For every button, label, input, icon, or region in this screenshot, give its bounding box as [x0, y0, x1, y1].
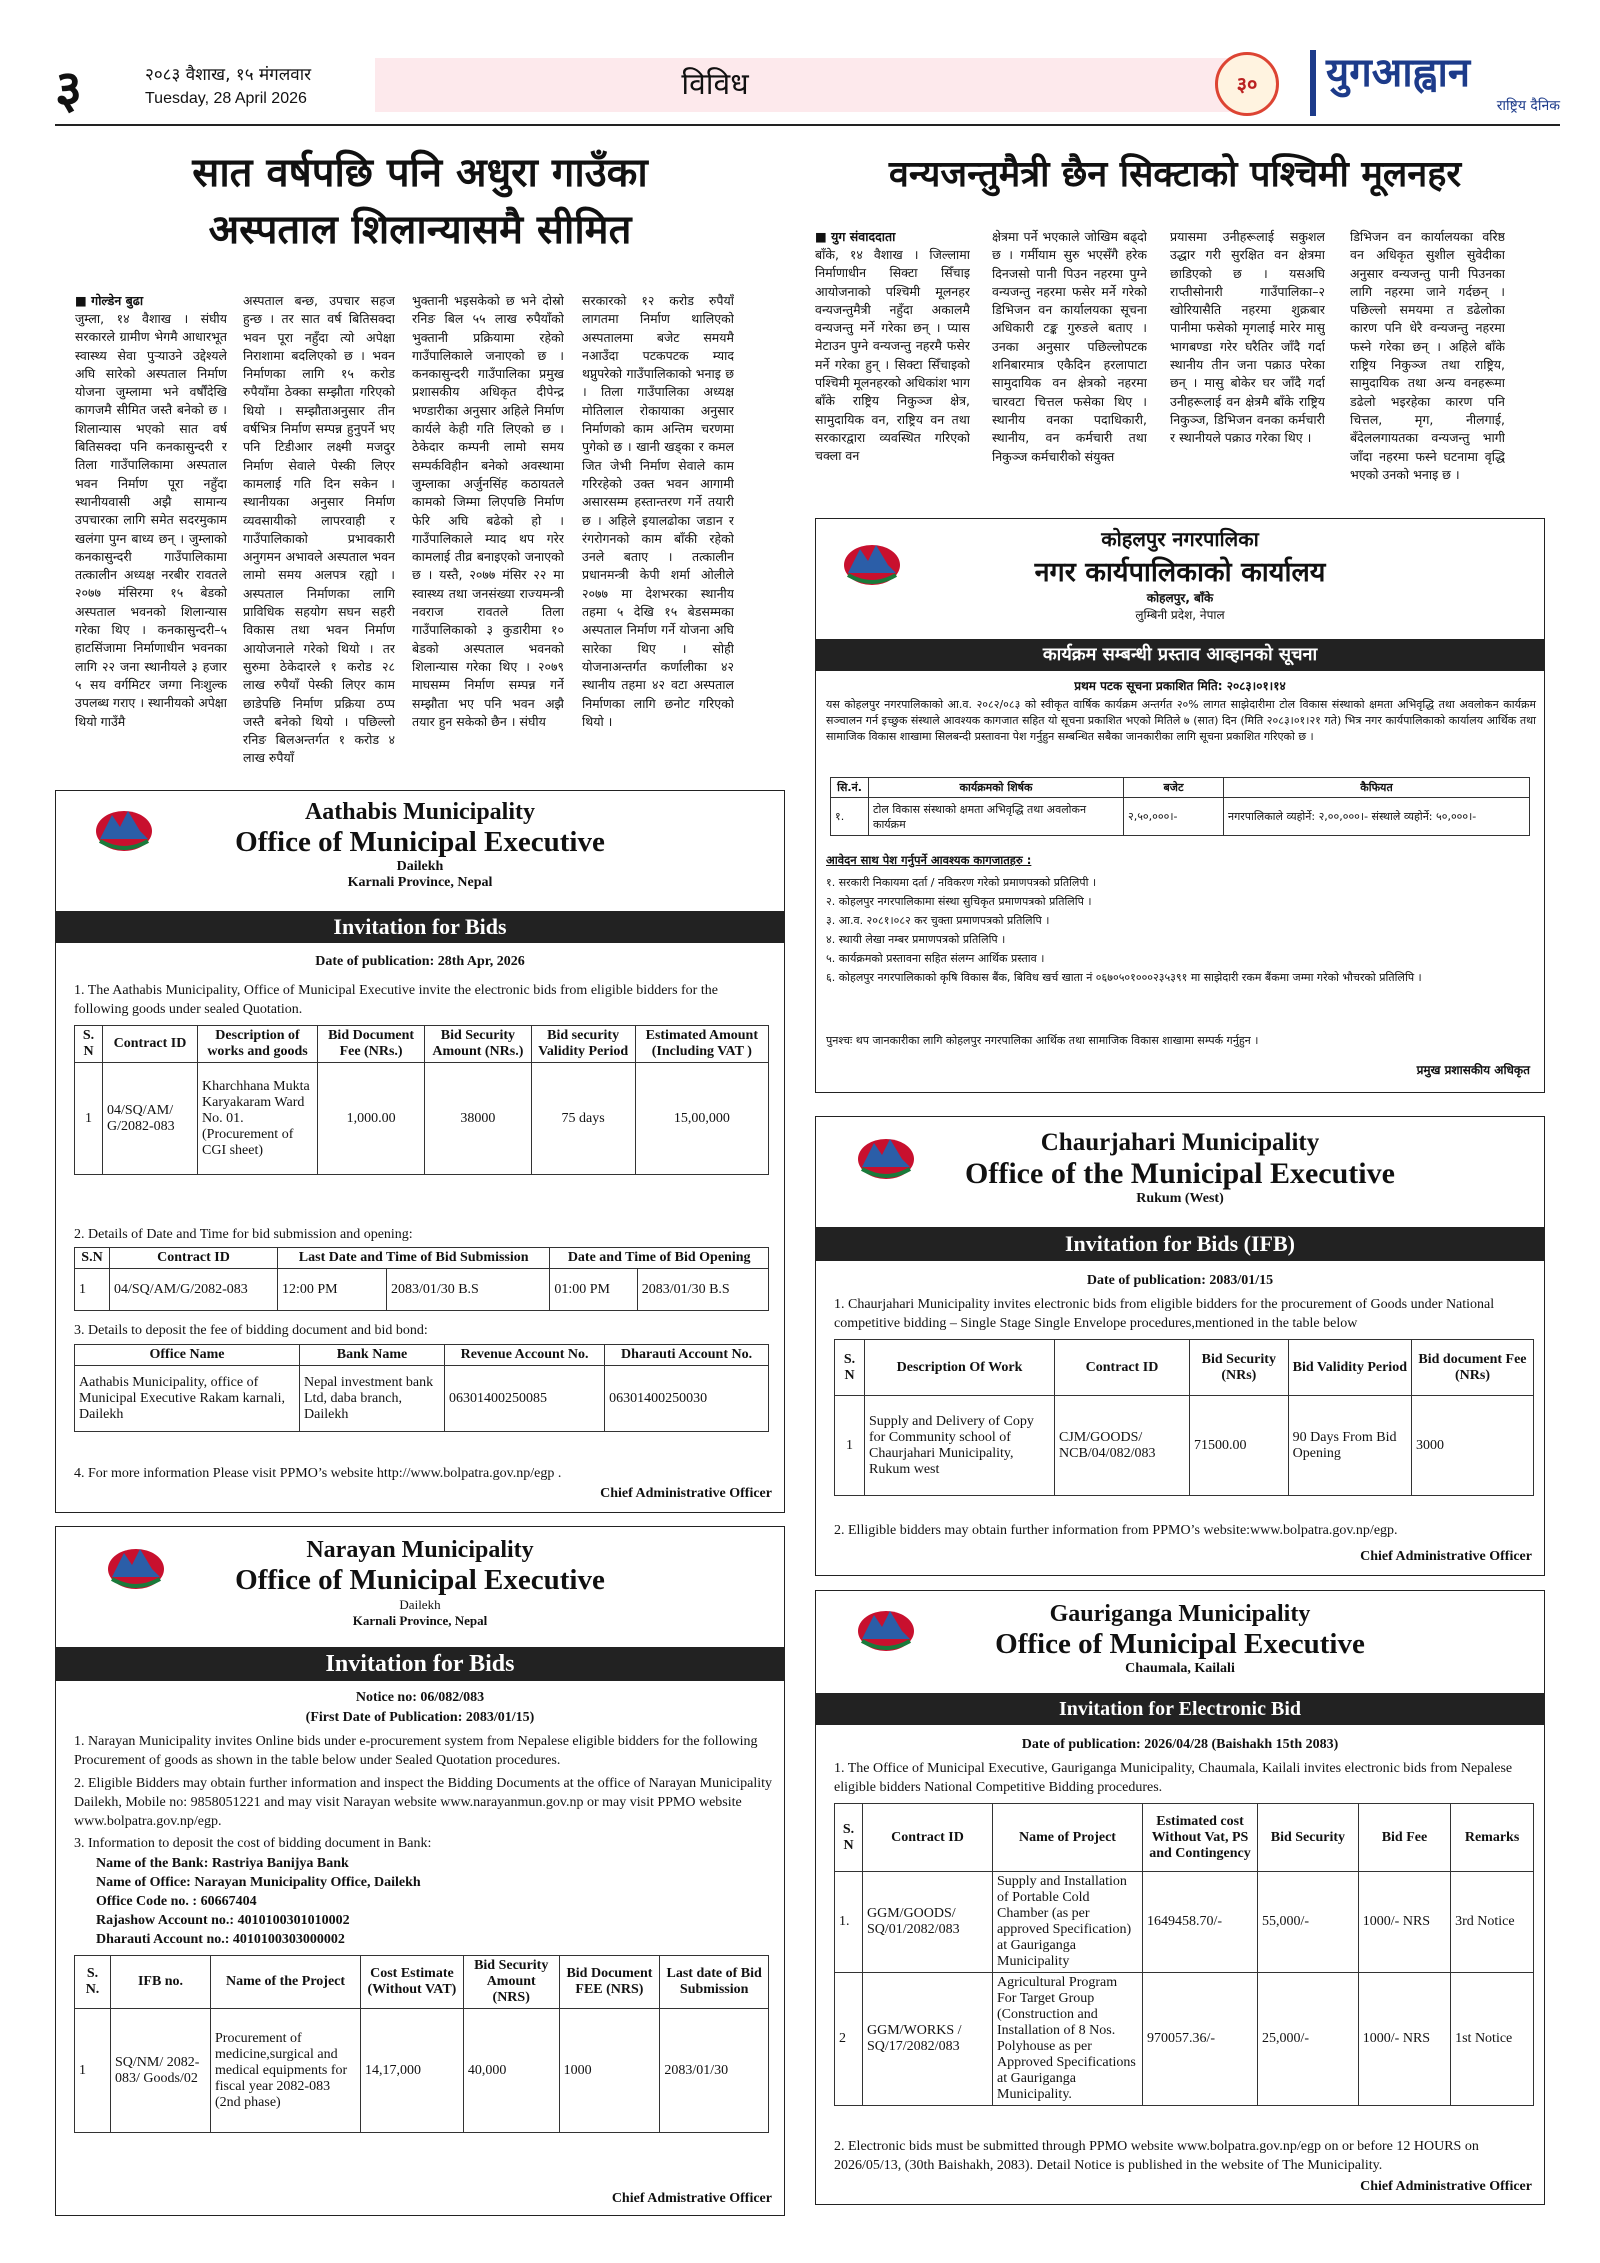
table-header: Last Date and Time of Bid Submission: [278, 1248, 550, 1269]
table-header: Contract ID: [110, 1248, 278, 1269]
table-header: बजेट: [1124, 778, 1224, 798]
list-item: २. कोहलपुर नगरपालिकामा संस्था सुचिकृत प्रमाणपत्रको प्रतिलिपि ।: [826, 895, 1092, 908]
table-row: [75, 1269, 769, 1311]
district: Rukum (West): [1136, 1191, 1224, 1206]
table-header: IFB no.: [111, 1956, 211, 2009]
office-name: Office of Municipal Executive: [995, 1628, 1365, 1660]
submission-table: [74, 1247, 769, 1311]
bank-details: [96, 1854, 756, 1949]
table-header: S. N: [835, 1804, 863, 1872]
story1-dateline: ■ गोल्डेन बुढा: [75, 293, 144, 308]
table-cell: 2: [835, 1973, 863, 2106]
notice-title: Invitation for Bids: [56, 1647, 784, 1681]
table-cell: 14,17,000: [361, 2009, 464, 2133]
district: Dailekh: [399, 1597, 441, 1612]
signatory: Chief Administrative Officer: [1360, 2179, 1532, 2194]
table-cell: 1: [75, 1269, 110, 1311]
table-cell: 01:00 PM: [550, 1269, 637, 1311]
table-cell: 15,00,000: [635, 1063, 768, 1175]
publication-date: Date of publication: 2026/04/28 (Baishakh 15th 2083): [1021, 1737, 1339, 1752]
paragraph-1: यस कोहलपुर नगरपालिकाको आ.व. २०८२/०८३ को स्वीकृत वार्षिक कार्यक्रम अन्तर्गत २०% लागत साझेदारीमा टोल विकास संस्थाको क्षमता अभिवृद्धि तथा अवलोकन कार्यक्रम सञ्चालन गर्न इच्छुक संस्थाले आवश्यक कागजात सहित यो सूचना प्रकाशित भएको मितिले ७ (सात) दिन (मिति २०८३।०१।२१ गते) भित्र नगर कार्यपालिकाको कार्यालय आर्थिक तथा सामाजिक विकास शाखामा सिलबन्दी प्रस्तावना पेश गर्नुहुन सम्बन्धित सबैका जानकारीका लागि सूचना प्रकाशित गरिएको छ ।: [826, 698, 1536, 743]
story1-headline-line1: सात वर्षपछि पनि अधुरा गाउँका: [192, 150, 648, 196]
table-header: Name of Project: [993, 1804, 1143, 1872]
district: Dailekh: [396, 859, 444, 874]
table-cell: २,५०,०००।-: [1124, 798, 1224, 836]
province: Karnali Province, Nepal: [352, 1613, 488, 1628]
table-cell: 1: [835, 1396, 865, 1496]
paragraph-1: 1. The Aathabis Municipality, Office of Municipal Executive invite the electronic bids from eligible bidders for the following goods under sealed Quotation.: [74, 983, 718, 1017]
table-header: Description of works and goods: [198, 1026, 318, 1063]
signatory: Chief Administrative Officer: [600, 1486, 772, 1501]
table-header: Description Of Work: [865, 1340, 1055, 1396]
table-cell: 06301400250030: [605, 1366, 769, 1432]
province: Karnali Province, Nepal: [347, 875, 493, 890]
page-number: ३: [55, 60, 83, 120]
municipality-name: Narayan Municipality: [306, 1537, 534, 1563]
publication-date: (First Date of Publication: 2083/01/15): [305, 1710, 535, 1725]
table-cell: Procurement of medicine,surgical and medical equipments for fiscal year 2082-083 (2nd phase): [211, 2009, 361, 2133]
office-of-bank: Name of Office: Narayan Municipality Office, Dailekh: [96, 1875, 421, 1890]
table-header: कार्यक्रमको शिर्षक: [869, 778, 1124, 798]
table-row: [75, 1063, 769, 1175]
table-cell: 3000: [1411, 1396, 1533, 1496]
table-cell: 1000: [559, 2009, 660, 2133]
table-cell: 970057.36/-: [1143, 1973, 1258, 2106]
bid-table: [834, 1803, 1534, 2106]
dharauti-account: Dharauti Account no.: 4010100303000002: [96, 1932, 345, 1947]
table-header: Name of the Project: [211, 1956, 361, 2009]
table-header: Office Name: [75, 1345, 300, 1366]
bid-table: [74, 1025, 769, 1175]
table-header: Bid Security Amount (NRs.): [425, 1026, 531, 1063]
table-header: Contract ID: [103, 1026, 198, 1063]
paragraph-2: 2. Elligible bidders may obtain further information from PPMO’s website:www.bolpatra.gov.np/egp.: [834, 1523, 1398, 1538]
municipality-name: Gauriganga Municipality: [1049, 1601, 1311, 1627]
deposit-table: [74, 1344, 769, 1432]
province: लुम्बिनी प्रदेश, नेपाल: [1135, 608, 1225, 622]
table-cell: Aathabis Municipality, office of Municipal Executive Rakam karnali, Dailekh: [75, 1366, 300, 1432]
notice-title: Invitation for Bids: [56, 911, 784, 943]
table-cell: टोल विकास संस्थाको क्षमता अभिवृद्धि तथा अवलोकन कार्यक्रम: [869, 798, 1124, 836]
table-cell: 55,000/-: [1258, 1872, 1359, 1973]
office-name: Office of Municipal Executive: [235, 1564, 605, 1596]
table-header: सि.नं.: [831, 778, 869, 798]
table-cell: 1.: [835, 1872, 863, 1973]
chaurjahari-notice: [815, 1116, 1545, 1576]
paragraph-2: 2. Details of Date and Time for bid submission and opening:: [74, 1227, 413, 1242]
table-cell: 1649458.70/-: [1143, 1872, 1258, 1973]
table-header: Bid Validity Period: [1288, 1340, 1411, 1396]
district: Chaumala, Kailali: [1125, 1661, 1235, 1676]
story1-column-1: जुम्ला, १४ वैशाख । संघीय सरकारले ग्रामीण भेगमै आधारभूत स्वास्थ्य सेवा पुऱ्याउने उद्देश्यले अघि सारेको अस्पताल निर्माण योजना जुम्लामा भने वर्षौंदेखि कागजमै सीमित जस्तै बनेको छ । शिलान्यास भएको सात वर्ष बितिसक्दा पनि कनकासुन्दरी र तिला गाउँपालिकामा अस्पताल भवन निर्माण पूरा नहुँदा स्थानीयवासी अझै सामान्य उपचारका लागि समेत सदरमुकाम खलंगा पुग्न बाध्य छन् । जुम्लाको कनकासुन्दरी गाउँपालिकामा तत्कालीन अध्यक्ष नरबीर रावतले २०७७ मंसिरमा १५ बेडको अस्पताल भवनको शिलान्यास गरेका थिए । कनकासुन्दरी–५ हाटसिंजामा निर्माणाधीन भवनका लागि २२ जना स्थानीयले ३ हजार ५ सय वर्गमिटर जग्गा निःशुल्क उपलब्ध गराए । स्थानीयको अपेक्षा थियो गाउँमै: [75, 311, 227, 729]
office-name: Office of Municipal Executive: [235, 826, 605, 858]
section-label: विविध: [681, 67, 749, 102]
table-cell: नगरपालिकाले व्यहोर्ने: २,००,०००।- संस्थाले व्यहोर्ने: ५०,०००।-: [1224, 798, 1530, 836]
table-row: [835, 1396, 1534, 1496]
bid-table: [834, 1339, 1534, 1496]
table-header: Contract ID: [863, 1804, 993, 1872]
table-header: Bid Security: [1258, 1804, 1359, 1872]
table-cell: 04/SQ/AM/ G/2082-083: [103, 1063, 198, 1175]
brand-tagline: राष्ट्रिय दैनिक: [1496, 98, 1560, 114]
table-cell: 75 days: [531, 1063, 635, 1175]
aathabis-notice: [55, 790, 785, 1513]
publication-date: प्रथम पटक सूचना प्रकाशित मिति: २०८३।०१।१४: [1074, 679, 1286, 693]
table-cell: 38000: [425, 1063, 531, 1175]
narayan-notice: [55, 1526, 785, 2216]
municipality-name: Chaurjahari Municipality: [1040, 1129, 1320, 1156]
table-header: Date and Time of Bid Opening: [550, 1248, 769, 1269]
table-cell: १.: [831, 798, 869, 836]
list-item: १. सरकारी निकायमा दर्ता / नविकरण गरेको प्रमाणपत्रको प्रतिलिपी ।: [826, 876, 1097, 889]
table-header: Remarks: [1451, 1804, 1534, 1872]
office-code: Office Code no. : 60667404: [96, 1894, 257, 1909]
table-cell: 1: [75, 2009, 111, 2133]
list-item: ६. कोहलपुर नगरपालिकाको कृषि विकास बैंक, बिविध खर्च खाता नं ०६७०५०१०००२३५३९१ मा साझेदारी रकम बैंकमा जम्मा गरेको भौचरको प्रतिलिपि ।: [826, 971, 1422, 984]
table-row: [75, 2009, 769, 2133]
table-row: [835, 1973, 1534, 2106]
program-table: [830, 777, 1530, 836]
table-cell: Supply and Delivery of Copy for Community school of Chaurjahari Municipality, Rukum west: [865, 1396, 1055, 1496]
paragraph-1: 1. The Office of Municipal Executive, Gauriganga Municipality, Chaumala, Kailali invites electronic bids from Nepalese eligible bidders National Competitive Bidding procedures.: [834, 1761, 1513, 1795]
table-cell: 04/SQ/AM/G/2082-083: [110, 1269, 278, 1311]
table-header: Bank Name: [300, 1345, 445, 1366]
municipality-name: कोहलपुर नगरपालिका: [1101, 527, 1259, 551]
story2-headline: वन्यजन्तुमैत्री छैन सिक्टाको पश्चिमी मूलनहर: [888, 154, 1462, 195]
table-cell: 1: [75, 1063, 103, 1175]
story1-headline-line2: अस्पताल शिलान्यासमै सीमित: [208, 207, 632, 253]
publication-date: Date of publication: 2083/01/15: [1086, 1273, 1274, 1288]
story2-column-2: क्षेत्रमा पर्ने भएकाले जोखिम बढ्दो छ । गर्मीयाम सुरु भएसँगै हरेक दिनजसो पानी पिउन नहरमा पुग्ने वन्यजन्तु नहरमा फसेर मर्ने गरेको डिभिजन वन कार्यालयका सूचना अधिकारी टङ्क गुरुङले बताए । उनका अनुसार पछिल्लोपटक शनिबारमात्र एकैदिन हरलापाटा सामुदायिक वन क्षेत्रको नहरमा चारवटा चित्तल फसेका थिए । स्थानीय वनका पदाधिकारी, स्थानीय, वन कर्मचारी तथा निकुञ्ज कर्मचारीको संयुक्त: [992, 229, 1147, 464]
table-header: Bid document Fee (NRs): [1411, 1340, 1533, 1396]
table-cell: 1st Notice: [1451, 1973, 1534, 2106]
table-cell: 2083/01/30 B.S: [637, 1269, 768, 1311]
rajashow-account: Rajashow Account no.: 4010100301010002: [96, 1913, 350, 1928]
anniversary-badge: ३०: [1215, 52, 1279, 116]
table-cell: 2083/01/30 B.S: [386, 1269, 549, 1311]
table-header: Estimated cost Without Vat, PS and Contingency: [1143, 1804, 1258, 1872]
signatory: Chief Admistrative Officer: [611, 2191, 772, 2206]
paragraph-4: 4. For more information Please visit PPMO’s website http://www.bolpatra.gov.np/egp .: [74, 1466, 562, 1481]
story2-dateline: ■ युग संवाददाता: [815, 229, 896, 244]
story1-column-2: अस्पताल बन्छ, उपचार सहज हुन्छ । तर सात वर्ष बितिसक्दा भवन पूरा नहुँदा त्यो अपेक्षा निराशामा बदलिएको छ । भवन निर्माणका लागि १५ करोड रुपैयाँमा ठेक्का सम्झौता गरिएको थियो । सम्झौताअनुसार तीन वर्षभित्र निर्माण सम्पन्न हुनुपर्ने भए पनि टिडीआर लक्ष्मी मजदुर निर्माण सेवाले पेस्की लिएर कामलाई गति दिन सकेन । स्थानीयका अनुसार निर्माण व्यवसायीको लापरवाही र गाउँपालिकाको प्रभावकारी अनुगमन अभावले अस्पताल भवन लामो समय अलपत्र रह्यो । अस्पताल निर्माणका लागि प्राविधिक सहयोग सघन सहरी विकास तथा भवन निर्माण आयोजनाले गरेको थियो । तर सुरुमा ठेकेदारले १ करोड २८ लाख रुपैयाँ पेस्की लिएर काम छाडेपछि निर्माण प्रक्रिया ठप्प जस्तै बनेको थियो । पछिल्लो रनिङ बिलअन्तर्गत १ करोड ४ लाख रुपैयाँ: [243, 293, 395, 766]
table-cell: 3rd Notice: [1451, 1872, 1534, 1973]
date-english: Tuesday, 28 April 2026: [145, 90, 307, 107]
office-name: Office of the Municipal Executive: [965, 1157, 1395, 1190]
story2-column-3: प्रयासमा उनीहरूलाई सकुशल उद्धार गरी सुरक्षित वन क्षेत्रमा छाडिएको छ । यसअघि राप्तीसोनारी गाउँपालिका–२ खोरियासैति नहरमा शुक्रबार पानीमा फसेको मृगलाई मारेर मासु भागबण्डा गरेर घरैतिर जाँदै गर्दा स्थानीय तीन जना पक्राउ परेका छन् । मासु बोकेर घर जाँदै गर्दा उनीहरूलाई वन क्षेत्रमै बाँके राष्ट्रिय निकुञ्ज, डिभिजन वनका कर्मचारी र स्थानीयले पक्राउ गरेका थिए ।: [1170, 229, 1325, 446]
notice-title: Invitation for Bids (IFB): [816, 1227, 1544, 1261]
notice-number: Notice no: 06/082/083: [355, 1690, 485, 1705]
municipality-name: Aathabis Municipality: [304, 799, 536, 825]
table-header: S. N.: [75, 1956, 111, 2009]
table-row: [831, 798, 1530, 836]
table-cell: Kharchhana Mukta Karyakaram Ward No. 01. (Procurement of CGI sheet): [198, 1063, 318, 1175]
brand-name: युगआह्वान: [1326, 50, 1471, 96]
district: कोहलपुर, बाँके: [1146, 591, 1214, 605]
table-cell: SQ/NM/ 2082-083/ Goods/02: [111, 2009, 211, 2133]
table-cell: GGM/WORKS / SQ/17/2082/083: [863, 1973, 993, 2106]
table-header: Last date of Bid Submission: [660, 1956, 769, 2009]
gauriganga-notice: [815, 1590, 1545, 2205]
table-cell: 71500.00: [1190, 1396, 1289, 1496]
table-cell: 1,000.00: [318, 1063, 425, 1175]
table-row: [75, 1366, 769, 1432]
bid-table: [74, 1955, 769, 2133]
list-item: ५. कार्यक्रमको प्रस्तावना सहित संलग्न आर्थिक प्रस्ताव ।: [826, 952, 1045, 965]
table-cell: 90 Days From Bid Opening: [1288, 1396, 1411, 1496]
table-header: S. N: [835, 1340, 865, 1396]
required-docs-title: आवेदन साथ पेश गर्नुपर्ने आवश्यक कागजातहरु :: [826, 853, 1032, 867]
table-cell: Nepal investment bank Ltd, daba branch, Dailekh: [300, 1366, 445, 1432]
table-header: Estimated Amount (Including VAT ): [635, 1026, 768, 1063]
story2-column-4: डिभिजन वन कार्यालयका वरिष्ठ वन अधिकृत सुशील सुवेदीका अनुसार वन्यजन्तु पानी पिउनका लागि नहरमा जाने गर्दछन् । पछिल्लो समयमा त डढेलोका कारण पनि धेरै वन्यजन्तु नहरमा फस्ने गरेका छन् । अहिले बाँके राष्ट्रिय निकुञ्ज तथा राष्ट्रिय, सामुदायिक तथा अन्य वनहरूमा डढेलो भइरहेका कारण पनि चित्तल, मृग, नीलगाई, बँदेललगायतका वन्यजन्तु भागी जाँदा नहरमा फस्ने घटनामा वृद्धि भएको उनको भनाइ छ ।: [1350, 229, 1505, 482]
paragraph-3: 3. Information to deposit the cost of bidding document in Bank:: [74, 1836, 432, 1851]
table-header: Bid Security Amount (NRS): [463, 1956, 559, 2009]
notice-title: Invitation for Electronic Bid: [816, 1693, 1544, 1725]
table-header: Contract ID: [1055, 1340, 1190, 1396]
list-item: ३. आ.व. २०८१।०८२ कर चुक्ता प्रमाणपत्रको प्रतिलिपि ।: [826, 914, 1050, 927]
table-cell: 40,000: [463, 2009, 559, 2133]
paragraph-1: 1. Narayan Municipality invites Online bids under e-procurement system from Nepalese eligible bidders for the following Procurement of goods as shown in the table below under Sealed Quotation procedures.: [74, 1734, 758, 1768]
bank-name: Name of the Bank: Rastriya Banijya Bank: [96, 1856, 349, 1871]
table-cell: 1000/- NRS: [1358, 1973, 1450, 2106]
paragraph-2: 2. Electronic bids must be submitted through PPMO website www.bolpatra.gov.np/egp on or before 12 HOURS on 2026/05/13, (30th Baishakh, 2083). Detail Notice is published in the website of The Municipality.: [834, 2139, 1479, 2173]
table-cell: 12:00 PM: [278, 1269, 387, 1311]
table-header: Revenue Account No.: [445, 1345, 605, 1366]
table-header: Bid Document Fee (NRs.): [318, 1026, 425, 1063]
story1-column-3: भुक्तानी भइसकेको छ भने दोस्रो रनिङ बिल ५५ लाख रुपैयाँको भुक्तानी प्रक्रियामा रहेको गाउँपालिकाले जनाएको छ । कनकासुन्दरी गाउँपालिका प्रमुख प्रशासकीय अधिकृत दीपेन्द्र भण्डारीका अनुसार अहिले निर्माण कार्यले केही गति लिएको छ । ठेकेदार कम्पनी लामो समय सम्पर्कविहीन बनेको अवस्थामा जुम्लाका अर्जुनसिंह कठायतले कामको जिम्मा लिएपछि निर्माण फेरि अघि बढेको हो । गाउँपालिकाले म्याद थप गरेर कामलाई तीव्र बनाइएको जनाएको छ । यस्तै, २०७७ मंसिर २२ मा स्वास्थ्य तथा जनसंख्या राज्यमन्त्री नवराज रावतले तिला गाउँपालिकाको ३ कुडारीमा १० बेडको अस्पताल भवनको शिलान्यास गरेका थिए । २०७९ माघसम्म निर्माण सम्पन्न गर्ने सम्झौता भए पनि भवन अझै तयार हुन सकेको छैन । संघीय: [412, 293, 564, 729]
table-cell: 1000/- NRS: [1358, 1872, 1450, 1973]
table-header: Bid Security (NRs): [1190, 1340, 1289, 1396]
table-header: Cost Estimate (Without VAT): [361, 1956, 464, 2009]
paragraph-2: 2. Eligible Bidders may obtain further information and inspect the Bidding Documents at the office of Narayan Municipality Dailekh, Mobile no: 9858051221 and may visit Narayan website www.narayanmun.gov.np or may visit PPMO website www.bolpatra.gov.np/egp.: [74, 1776, 773, 1829]
required-docs-list: [826, 873, 1536, 987]
table-cell: 25,000/-: [1258, 1973, 1359, 2106]
signatory: प्रमुख प्रशासकीय अधिकृत: [1416, 1063, 1530, 1077]
table-header: Bid Fee: [1358, 1804, 1450, 1872]
table-header: Bid security Validity Period: [531, 1026, 635, 1063]
table-header: S. N: [75, 1026, 103, 1063]
kohalpur-notice: [815, 518, 1545, 1093]
newspaper-logo: [1310, 50, 1560, 116]
paragraph-3: 3. Details to deposit the fee of bidding document and bid bond:: [74, 1323, 428, 1338]
table-cell: Agricultural Program For Target Group (Construction and Installation of 8 Nos. Polyhouse as per Approved Specifications at Gauriganga Municipality.: [993, 1973, 1143, 2106]
date-nepali: २०८३ वैशाख, १५ मंगलवार: [145, 65, 312, 85]
table-header: S.N: [75, 1248, 110, 1269]
office-name: नगर कार्यपालिकाको कार्यालय: [1034, 557, 1326, 588]
list-item: ४. स्थायी लेखा नम्बर प्रमाणपत्रको प्रतिलिपि ।: [826, 933, 1006, 946]
table-header: Dharauti Account No.: [605, 1345, 769, 1366]
signatory: Chief Administrative Officer: [1360, 1549, 1532, 1564]
table-cell: GGM/GOODS/ SQ/01/2082/083: [863, 1872, 993, 1973]
table-header: कैफियत: [1224, 778, 1530, 798]
footnote: पुनश्चः थप जानकारीका लागि कोहलपुर नगरपालिका आर्थिक तथा सामाजिक विकास शाखामा सम्पर्क गर्नुहुन ।: [826, 1034, 1259, 1047]
paragraph-1: 1. Chaurjahari Municipality invites electronic bids from eligible bidders for the procurement of Goods under National competitive bidding – Single Stage Single Envelope procedures,mentioned in the table below: [834, 1297, 1495, 1331]
table-cell: 06301400250085: [445, 1366, 605, 1432]
table-row: [835, 1872, 1534, 1973]
publication-date: Date of publication: 28th Apr, 2026: [315, 954, 525, 969]
story2-column-1: बाँके, १४ वैशाख । जिल्लामा निर्माणाधीन सिक्टा सिँचाइ आयोजनाको पश्चिमी मूलनहर वन्यजन्तुमैत्री नहुँदा अकालमै वन्यजन्तु मर्ने गरेका छन् । प्यास मेटाउन पुग्ने वन्यजन्तु नहरमै फसेर मर्ने गरेका हुन् । सिक्टा सिँचाइको पश्चिमी मूलनहरको अधिकांश भाग बाँके राष्ट्रिय निकुञ्ज क्षेत्र, सामुदायिक वन, राष्ट्रिय वन तथा सरकारद्वारा व्यवस्थित गरिएको चक्ला वन: [815, 247, 970, 464]
notice-title: कार्यक्रम सम्बन्धी प्रस्ताव आव्हानको सूचना: [816, 639, 1544, 671]
table-cell: CJM/GOODS/ NCB/04/082/083: [1055, 1396, 1190, 1496]
table-header: Bid Document FEE (NRS): [559, 1956, 660, 2009]
section-banner: [375, 58, 1255, 112]
table-cell: 2083/01/30: [660, 2009, 769, 2133]
page-header: [55, 50, 1560, 126]
story1-column-4: सरकारको १२ करोड रुपैयाँ लागतमा निर्माण थालिएको अस्पतालमा बजेट समयमै नआउँदा पटकपटक म्याद थप्नुपरेको गाउँपालिकाको भनाइ छ । तिला गाउँपालिका अध्यक्ष मोतिलाल रोकायाका अनुसार निर्माणको काम अन्तिम चरणमा पुगेको छ । खानी खड्का र कमल जित जेभी निर्माण सेवाले काम गरिरहेको उक्त भवन आगामी असारसम्म हस्तान्तरण गर्ने तयारी छ । अहिले इयालढोका जडान र रंगरोगनको काम बाँकी रहेको उनले बताए । तत्कालीन प्रधानमन्त्री केपी शर्मा ओलीले २०७७ मा देशभरका स्थानीय तहमा ५ देखि १५ बेडसम्मका अस्पताल निर्माण गर्ने योजना अघि सारेका थिए । सोही योजनाअन्तर्गत कर्णालीका ४२ स्थानीय तहमा ४२ वटा अस्पताल निर्माणका लागि छनोट गरिएको थियो ।: [582, 293, 734, 729]
table-cell: Supply and Installation of Portable Cold Chamber (as per approved Specification) at Gauriganga Municipality: [993, 1872, 1143, 1973]
